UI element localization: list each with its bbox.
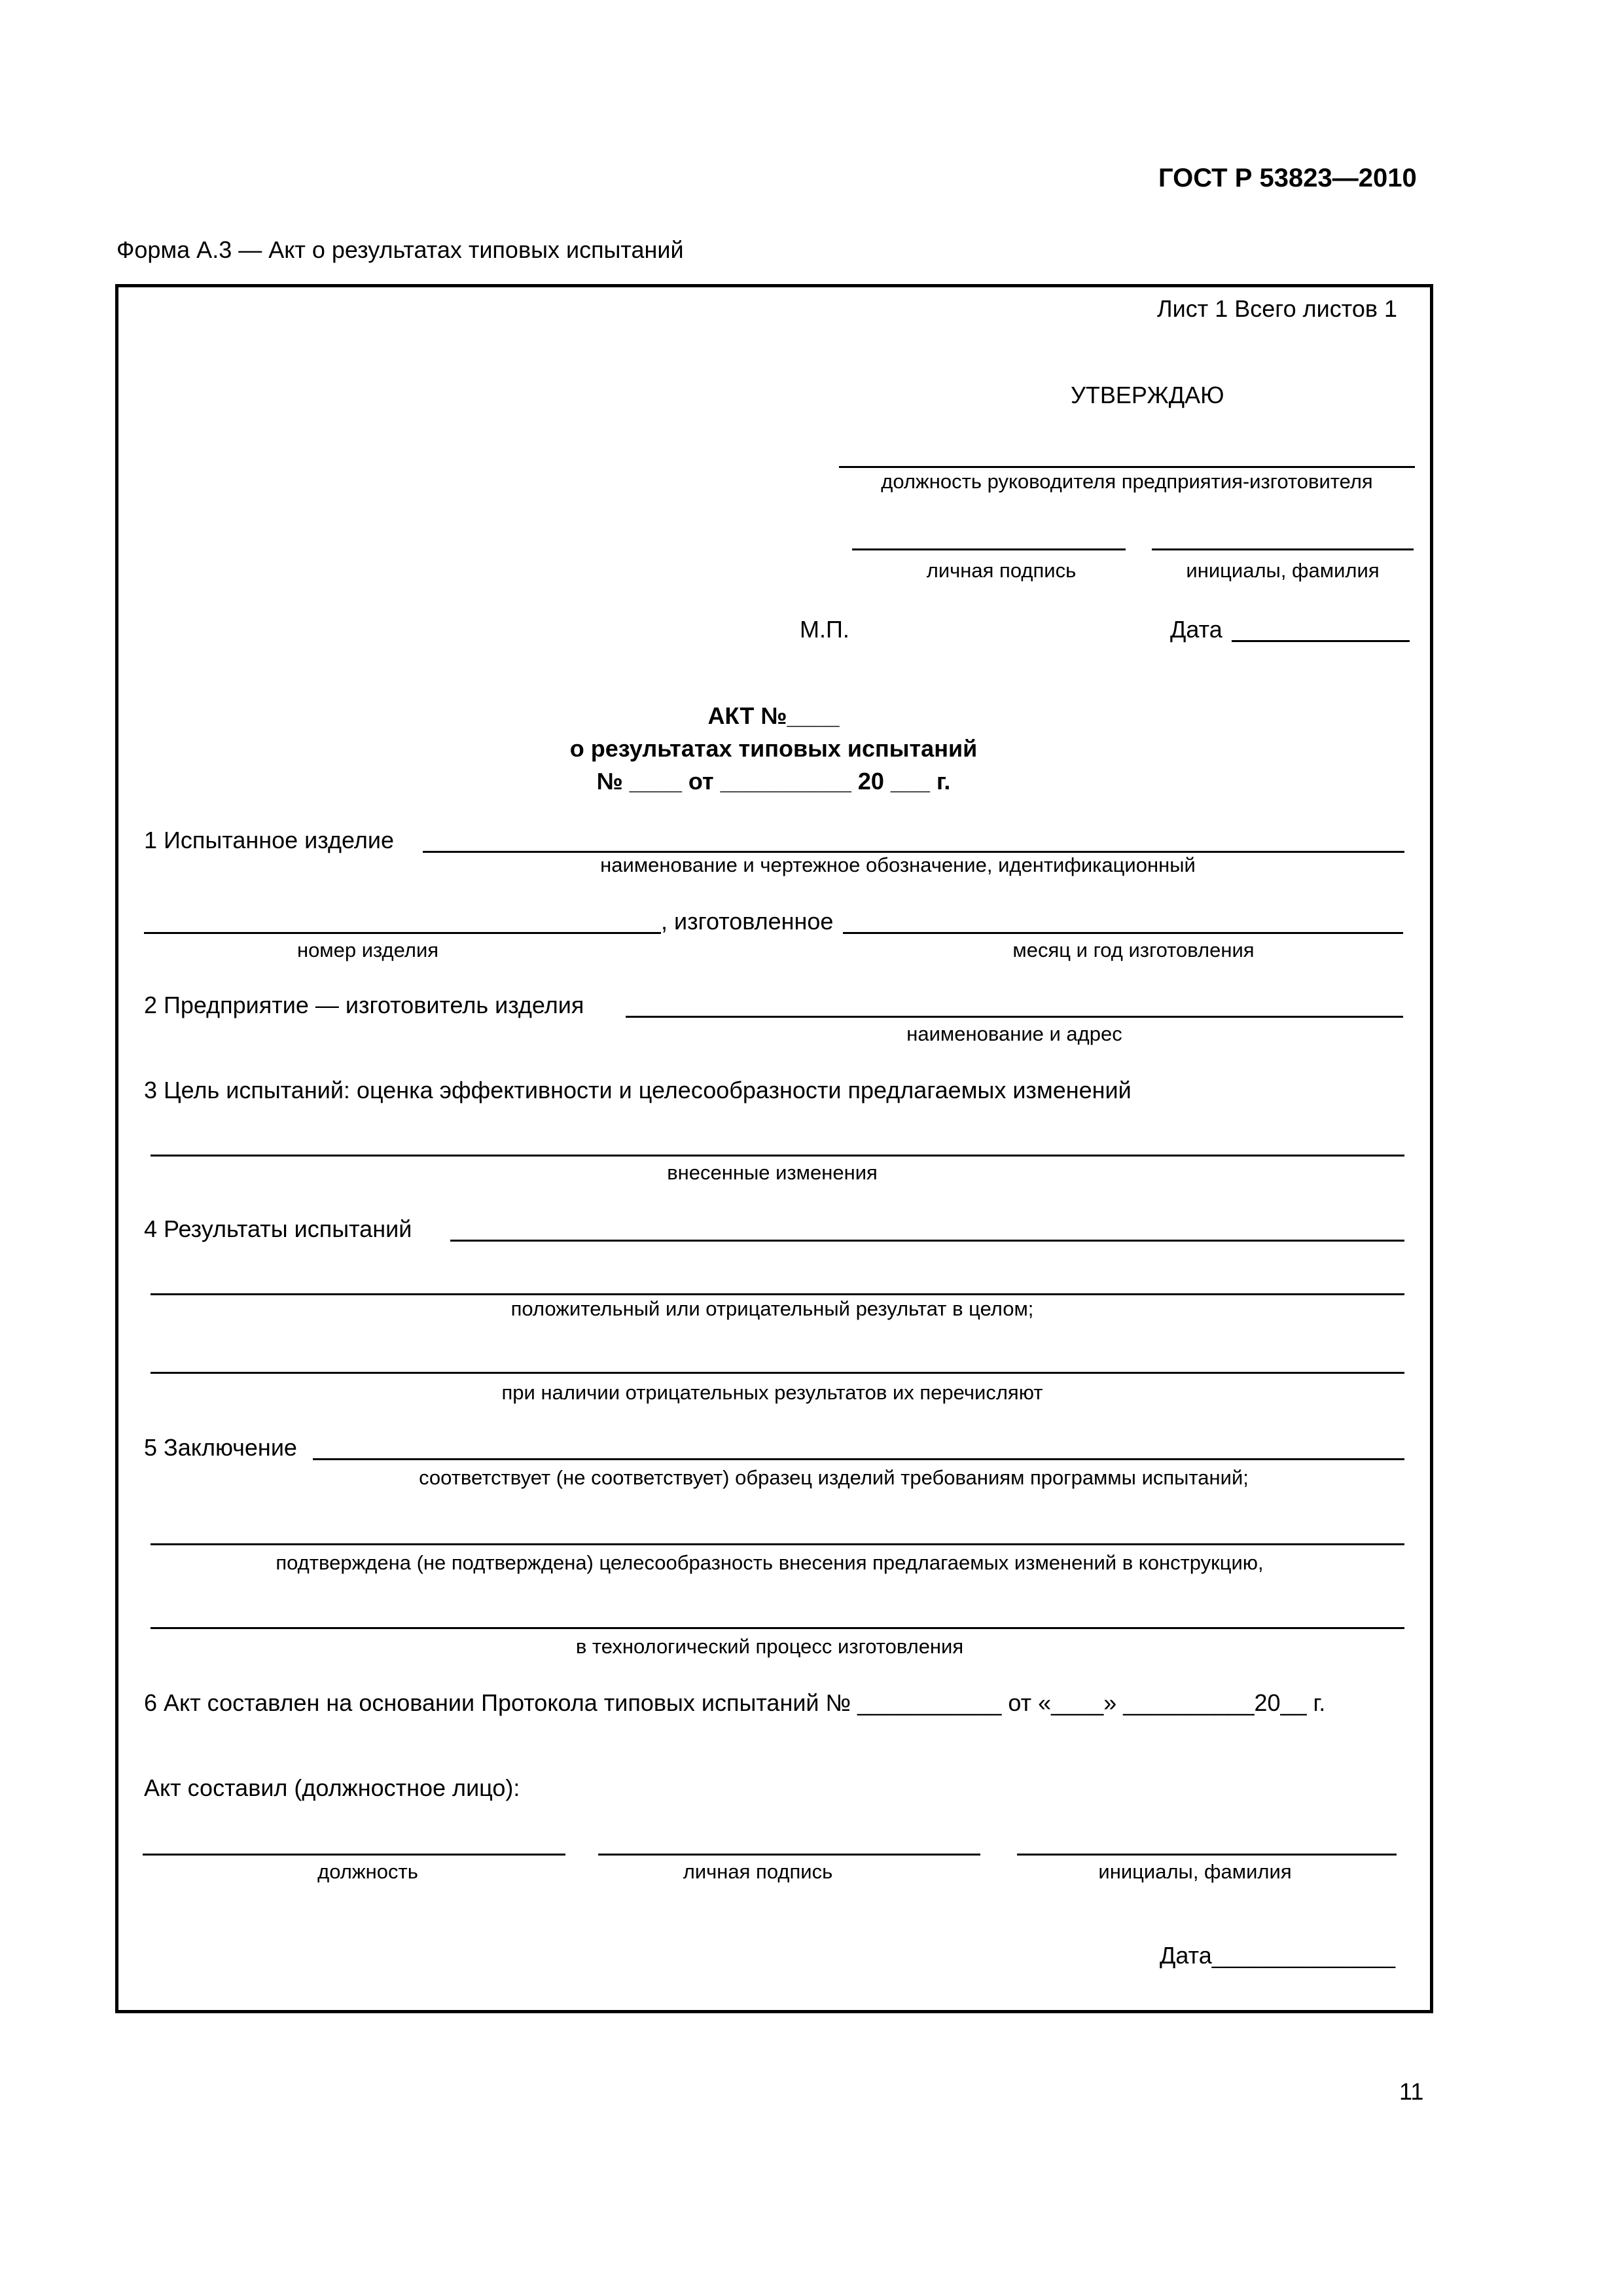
item-5-line-2[interactable] xyxy=(151,1543,1404,1545)
item-5-caption-3: в технологический процесс изготовления xyxy=(575,1635,964,1658)
item-4-caption-1: положительный или отрицательный результат в целом; xyxy=(510,1297,1034,1320)
item-2-line[interactable] xyxy=(626,1016,1403,1018)
item-2-caption: наименование и адрес xyxy=(906,1022,1122,1045)
form-title: Форма А.3 — Акт о результатах типовых испытаний xyxy=(116,236,684,263)
item-5-label: 5 Заключение xyxy=(144,1434,297,1461)
compiled-signature-line[interactable] xyxy=(598,1854,980,1856)
compiled-position-line[interactable] xyxy=(143,1854,565,1856)
compiled-position-caption: должность xyxy=(317,1860,418,1883)
page-number: 11 xyxy=(1399,2078,1424,2105)
item-4-line-3[interactable] xyxy=(151,1372,1404,1374)
item-1-month-line[interactable] xyxy=(843,932,1403,934)
item-5-line-1[interactable] xyxy=(313,1458,1404,1460)
approval-date-line[interactable] xyxy=(1232,640,1410,642)
item-3-label: 3 Цель испытаний: оценка эффективности и целесообразности предлагаемых изменений xyxy=(144,1077,1132,1103)
approval-name-caption: инициалы, фамилия xyxy=(1186,559,1380,582)
act-title: АКТ №____ xyxy=(707,702,840,729)
item-4-line-2[interactable] xyxy=(151,1293,1404,1295)
item-1-number-line[interactable] xyxy=(144,932,661,934)
compiled-name-caption: инициалы, фамилия xyxy=(1098,1860,1292,1883)
approval-name-line[interactable] xyxy=(1152,548,1414,550)
item-5-caption-2: подтверждена (не подтверждена) целесообразность внесения предлагаемых изменений в конструкцию, xyxy=(276,1551,1264,1574)
approval-position-caption: должность руководителя предприятия-изготовителя xyxy=(881,470,1373,493)
item-6-label: 6 Акт составлен на основании Протокола типовых испытаний № ___________ от «____» __________20__ г. xyxy=(144,1689,1326,1716)
act-number-line: № ____ от __________ 20 ___ г. xyxy=(596,768,951,795)
approval-position-line[interactable] xyxy=(839,466,1415,468)
item-1-month-caption: месяц и год изготовления xyxy=(1012,939,1255,961)
item-1-made-label: , изготовленное xyxy=(661,908,834,935)
item-3-line[interactable] xyxy=(151,1155,1404,1157)
item-5-caption-1: соответствует (не соответствует) образец изделий требованиям программы испытаний; xyxy=(419,1466,1249,1489)
sheet-info: Лист 1 Всего листов 1 xyxy=(1157,295,1398,322)
approval-date-label: Дата xyxy=(1170,616,1222,643)
approval-signature-line[interactable] xyxy=(852,548,1126,550)
item-1-number-caption: номер изделия xyxy=(296,939,439,961)
item-1-caption: наименование и чертежное обозначение, идентификационный xyxy=(600,853,1196,876)
item-3-caption: внесенные изменения xyxy=(667,1161,878,1184)
item-5-line-3[interactable] xyxy=(151,1627,1404,1629)
item-4-label: 4 Результаты испытаний xyxy=(144,1215,412,1242)
approval-signature-caption: личная подпись xyxy=(926,559,1077,582)
item-4-caption-2: при наличии отрицательных результатов их перечисляют xyxy=(501,1381,1043,1404)
item-2-label: 2 Предприятие — изготовитель изделия xyxy=(144,992,584,1018)
item-4-line-1[interactable] xyxy=(450,1240,1404,1242)
item-1-label: 1 Испытанное изделие xyxy=(144,827,394,853)
approval-title: УТВЕРЖДАЮ xyxy=(1071,382,1224,408)
item-1-product-line[interactable] xyxy=(423,851,1404,853)
compiled-name-line[interactable] xyxy=(1017,1854,1397,1856)
standard-header: ГОСТ Р 53823—2010 xyxy=(1158,164,1417,192)
compiled-signature-caption: личная подпись xyxy=(683,1860,833,1883)
stamp-label: М.П. xyxy=(800,616,849,643)
act-subtitle: о результатах типовых испытаний xyxy=(569,735,978,762)
compiled-label: Акт составил (должностное лицо): xyxy=(144,1774,520,1801)
form-frame xyxy=(115,284,1433,2013)
compiled-date: Дата______________ xyxy=(1160,1942,1396,1969)
